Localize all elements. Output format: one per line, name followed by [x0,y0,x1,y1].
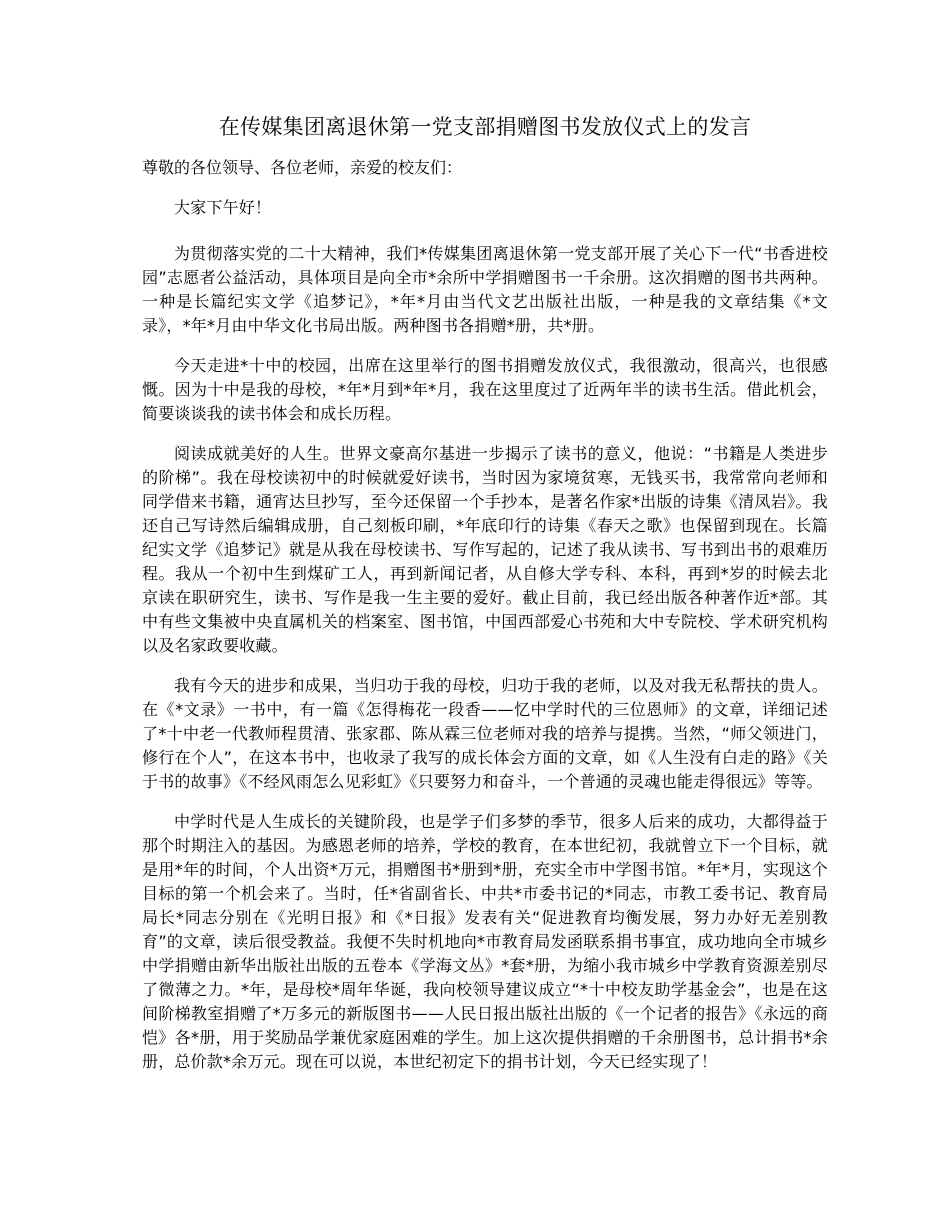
paragraph-1: 为贯彻落实党的二十大精神，我们*传媒集团离退休第一党支部开展了关心下一代“书香进校园”志愿者公益活动，具体项目是向全市*余所中学捐赠图书一千余册。这次捐赠的图书共两种。一种是长篇纪实文学《追梦记》，*年*月由当代文艺出版社出版，一种是我的文章结集《*文录》，*年*月由中华文化书局出版。两种图书各捐赠*册，共*册。 [142,244,828,335]
paragraph-2: 今天走进*十中的校园，出席在这里举行的图书捐赠发放仪式，我很激动，很高兴，也很感慨。因为十中是我的母校，*年*月到*年*月，我在这里度过了近两年半的读书生活。借此机会，简要谈谈我的读书体会和成长历程。 [142,356,828,423]
document-page [142,112,828,1090]
paragraph-greeting: 大家下午好！ [174,198,272,217]
paragraph-5: 中学时代是人生成长的关键阶段，也是学子们多梦的季节，很多人后来的成功，大都得益于那个时期注入的基因。为感恩老师的培养，学校的教育，在本世纪初，我就曾立下一个目标，就是用*年的时间，个人出资*万元，捐赠图书*册到*册，充实全市中学图书馆。*年*月，实现这个目标的第一个机会来了。当时，任*省副省长、中共*市委书记的*同志，市教工委书记、教育局局长*同志分别在《光明日报》和《*日报》发表有关“促进教育均衡发展，努力办好无差别教育”的文章，读后很受教益。我便不失时机地向*市教育局发函联系捐书事宜，成功地向全市城乡中学捐赠由新华出版社出版的五卷本《学海文丛》*套*册，为缩小我市城乡中学教育资源差别尽了微薄之力。*年，是母校*周年华诞，我向校领导建议成立“*十中校友助学基金会”，也是在这间阶梯教室捐赠了*万多元的新版图书——人民日报出版社出版的《一个记者的报告》《永远的商恺》各*册，用于奖励品学兼优家庭困难的学生。加上这次提供捐赠的千余册图书，总计捐书*余册，总价款*余万元。现在可以说，本世纪初定下的捐书计划，今天已经实现了！ [142,812,828,1071]
document-title: 在传媒集团离退休第一党支部捐赠图书发放仪式上的发言 [218,115,752,139]
paragraph-4: 我有今天的进步和成果，当归功于我的母校，归功于我的老师，以及对我无私帮扶的贵人。在《*文录》一书中，有一篇《怎得梅花一段香——忆中学时代的三位恩师》的文章，详细记述了*十中老一代教师程贯清、张家郡、陈从霖三位老师对我的培养与提携。当然，“师父领进门，修行在个人”，在这本书中，也收录了我写的成长体会方面的文章，如《人生没有白走的路》《关于书的故事》《不经风雨怎么见彩虹》《只要努力和奋斗，一个普通的灵魂也能走得很远》等等。 [142,676,828,791]
salutation: 尊敬的各位领导、各位老师，亲爱的校友们： [142,158,463,177]
paragraph-3: 阅读成就美好的人生。世界文豪高尔基进一步揭示了读书的意义，他说：“书籍是人类进步的阶梯”。我在母校读初中的时候就爱好读书，当时因为家境贫寒，无钱买书，我常常向老师和同学借来书籍，通宵达旦抄写，至今还保留一个手抄本，是著名作家*出版的诗集《清凤岩》。我还自己写诗然后编辑成册，自己刻板印刷，*年底印行的诗集《春天之歌》也保留到现在。长篇纪实文学《追梦记》就是从我在母校读书、写作写起的，记述了我从读书、写书到出书的艰难历程。我从一个初中生到煤矿工人，再到新闻记者，从自修大学专科、本科，再到*岁的时候去北京读在职研究生，读书、写作是我一生主要的爱好。截止目前，我已经出版各种著作近*部。其中有些文集被中央直属机关的档案室、图书馆，中国西部爱心书苑和大中专院校、学术研究机构以及名家政要收藏。 [142,444,828,655]
